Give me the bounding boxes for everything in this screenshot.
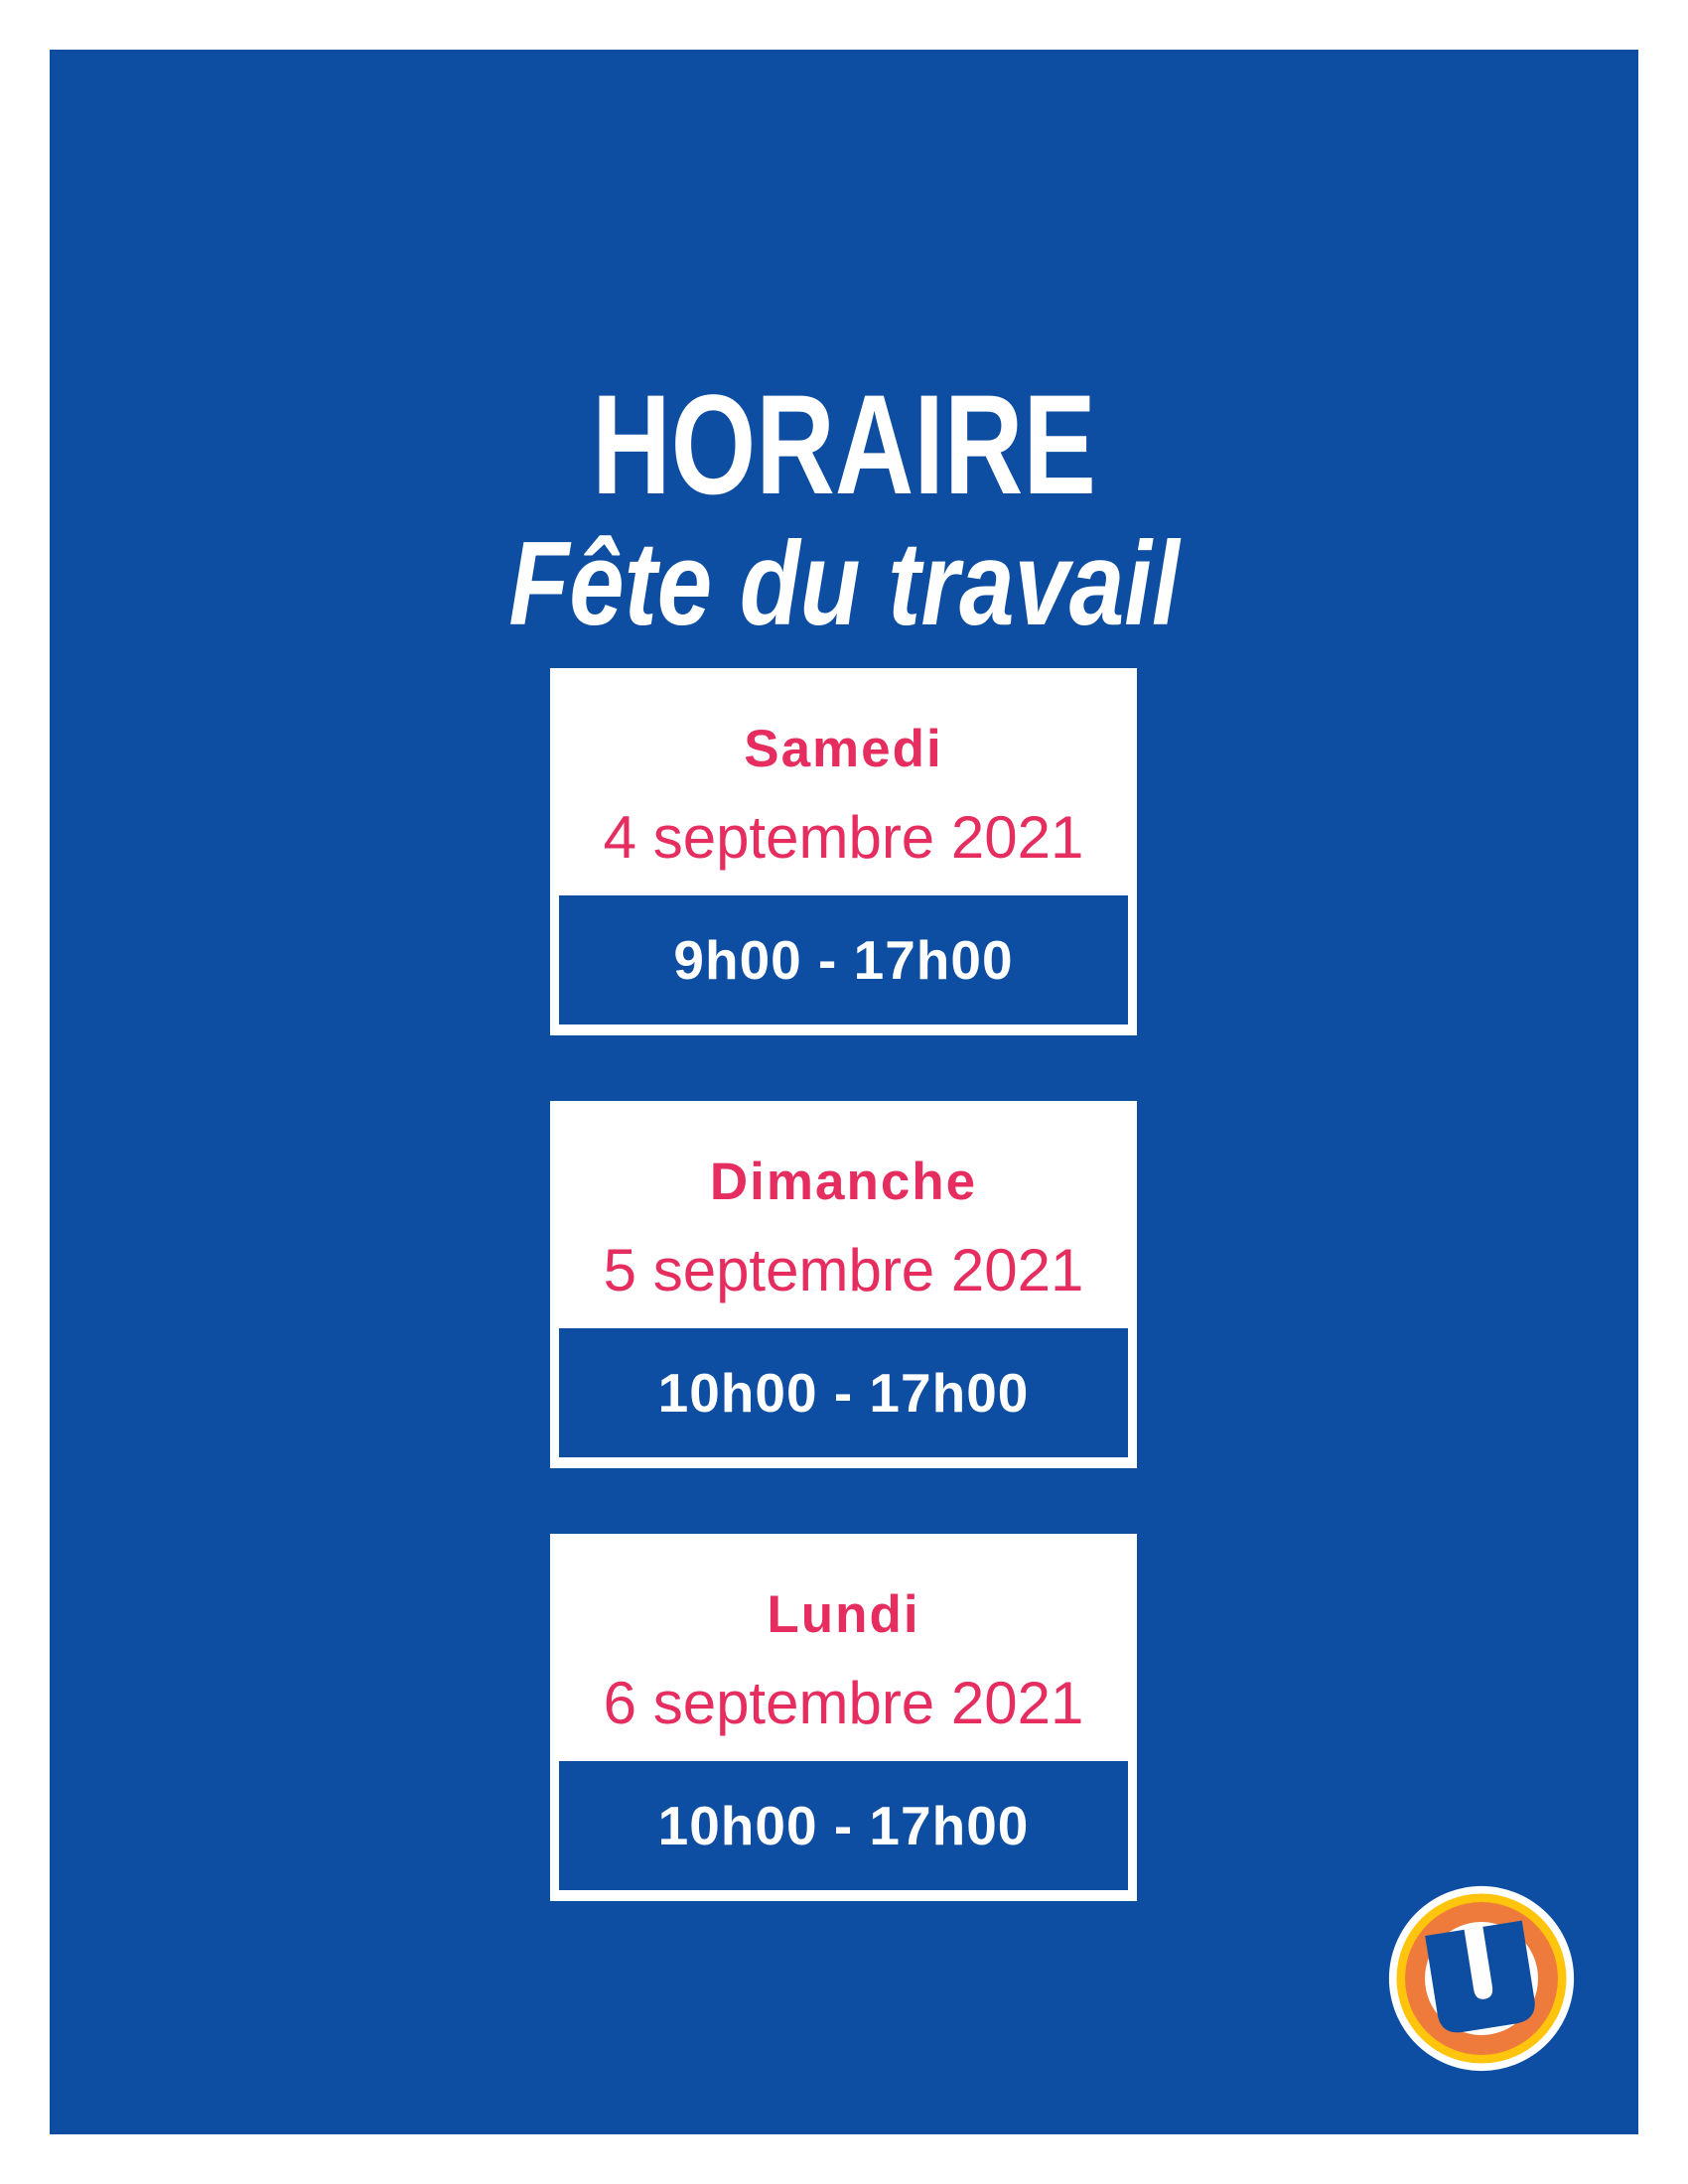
schedule-card-dimanche (550, 1101, 1137, 1468)
date-label: 5 septembre 2021 (603, 1237, 1084, 1303)
date-label: 6 septembre 2021 (603, 1670, 1084, 1736)
hours-bar (559, 1761, 1128, 1890)
day-label: Samedi (744, 720, 943, 778)
schedule-card-lundi (550, 1534, 1137, 1901)
schedule-card-samedi (550, 668, 1137, 1035)
hours-label: 9h00 - 17h00 (673, 928, 1014, 991)
u-logo-icon (1387, 1884, 1576, 2073)
day-label: Lundi (767, 1585, 920, 1644)
hours-bar (559, 895, 1128, 1024)
poster-title: HORAIRE (592, 365, 1096, 524)
day-label: Dimanche (709, 1153, 978, 1211)
poster-subtitle: Fête du travail (508, 516, 1180, 650)
u-logo (1387, 1884, 1576, 2073)
hours-bar (559, 1328, 1128, 1457)
poster-background (50, 50, 1638, 2134)
hours-label: 10h00 - 17h00 (657, 1361, 1030, 1424)
date-label: 4 septembre 2021 (603, 804, 1084, 871)
hours-label: 10h00 - 17h00 (657, 1794, 1030, 1856)
